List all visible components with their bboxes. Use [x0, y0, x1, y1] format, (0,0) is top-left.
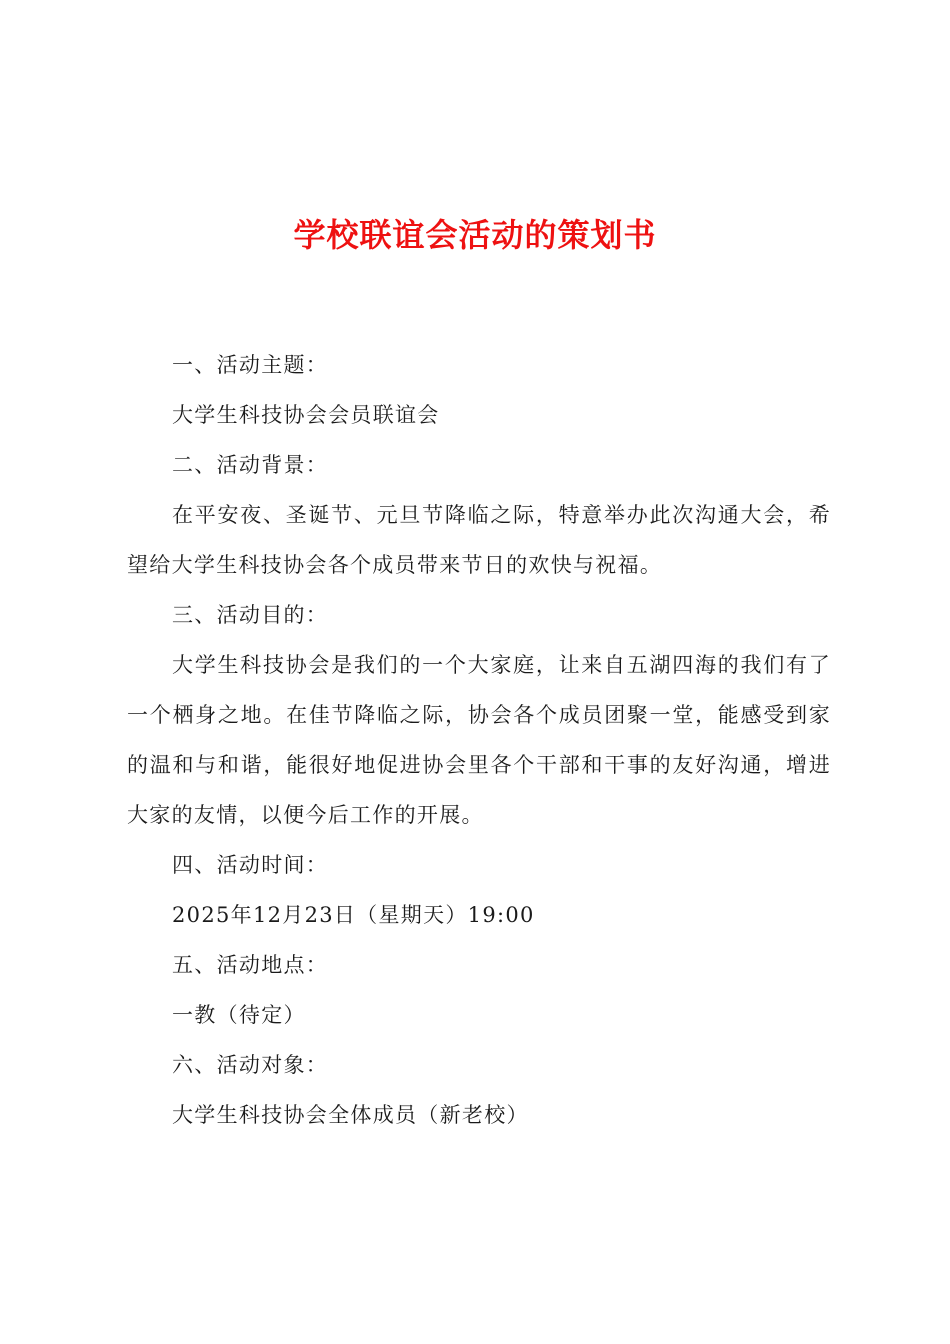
section-heading-theme: 一、活动主题： — [172, 353, 329, 377]
audience-text: 大学生科技协会全体成员（新老校） — [172, 1103, 529, 1127]
purpose-text: 大学生科技协会是我们的一个大家庭，让来自五湖四海的我们有了一个栖身之地。在佳节降临之际，协会各个成员团聚一堂，能感受到家的温和与和谐，能很好地促进协会里各个干部和干事的友好沟通，增进大家的友情，以便今后工作的开展。 — [127, 653, 831, 827]
time-text: 2025年12月23日（星期天）19:00 — [172, 903, 535, 927]
section-heading-time: 四、活动时间： — [172, 853, 329, 877]
document-title: 学校联谊会活动的策划书 — [293, 216, 657, 254]
section-heading-audience: 六、活动对象： — [172, 1053, 329, 1077]
theme-text: 大学生科技协会会员联谊会 — [172, 403, 440, 427]
background-text: 在平安夜、圣诞节、元旦节降临之际，特意举办此次沟通大会，希望给大学生科技协会各个成员带来节日的欢快与祝福。 — [127, 503, 831, 577]
section-heading-purpose: 三、活动目的： — [172, 603, 329, 627]
document-body — [127, 340, 831, 1140]
section-heading-background: 二、活动背景： — [172, 453, 329, 477]
section-heading-location: 五、活动地点： — [172, 953, 329, 977]
location-text: 一教（待定） — [172, 1003, 306, 1027]
